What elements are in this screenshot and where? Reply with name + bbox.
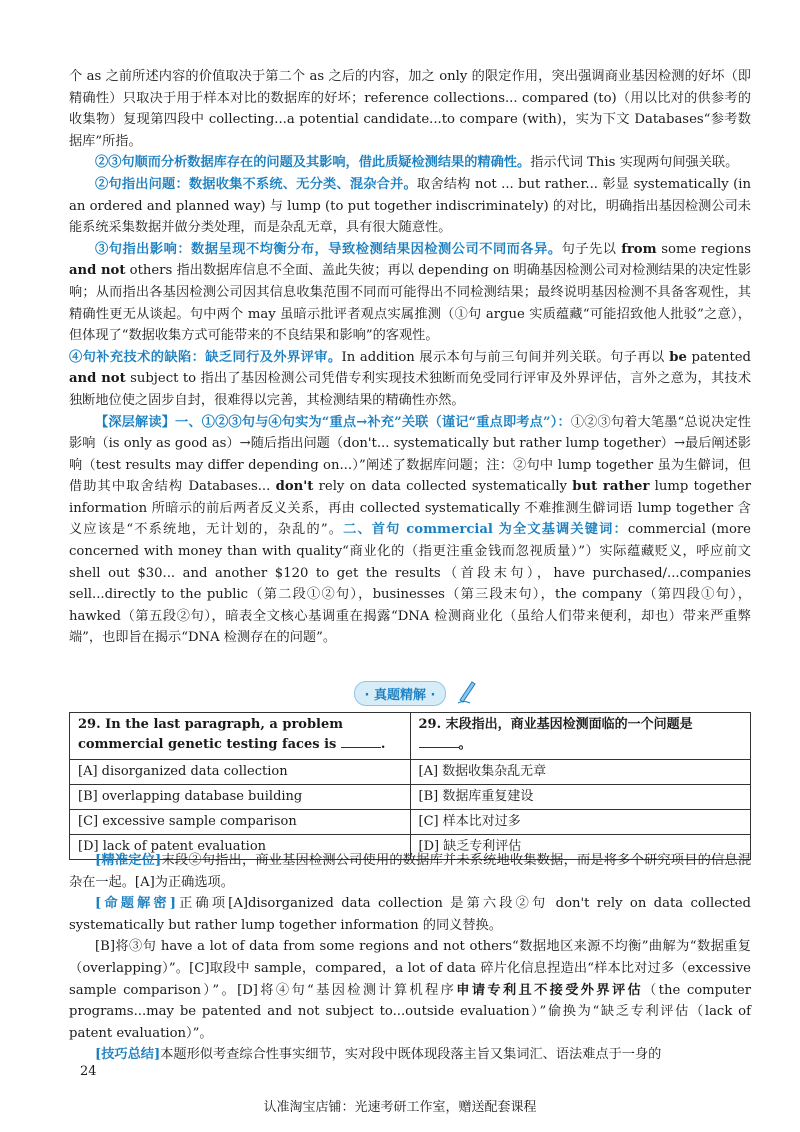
highlight-text: ④句补充技术的缺陷：缺乏同行及外界评审。	[69, 349, 342, 365]
text-run: [B]将③句 have a lot of data from some regions and not others“数据地区来源不均衡”曲解为“数据重复（overlapping）”。[C]取段中 sample，compared，a lot of data 碎片化信息捏造出“样本比对过多（excessive sample comparison）”。[D]将④句“基因检测计算机程序	[69, 939, 751, 998]
text-run: In addition 展示本句与前三句间并列关联。句子再以	[341, 349, 670, 365]
text-run: 句子先以	[561, 241, 622, 257]
paragraph	[69, 893, 751, 936]
highlight-text: [技巧总结]	[95, 1047, 161, 1063]
option-zh: [D] 缺乏专利评估	[410, 835, 751, 860]
option-en: [A] disorganized data collection	[70, 760, 411, 785]
option-row	[70, 785, 751, 810]
upper-text	[69, 66, 751, 649]
highlight-text: ③句指出影响：数据呈现不均衡分布，导致检测结果因检测公司不同而各异。	[95, 241, 562, 257]
option-en: [C] excessive sample comparison	[70, 810, 411, 835]
lower-text	[69, 850, 751, 1066]
text-run: 取舍结构 not ... but rather... 彰显 systematically (in an ordered and planned way) 与 lump (to put together indiscriminately) 的对比，明确指出基因检测公司未能系统采集数据并做分类处理，而是杂乱无章，具有很大随意性。	[69, 176, 751, 236]
text-run: （the computer programs...may be patented and not subject to...outside evaluation）”偷换为“缺乏专利评估（lack of patent evaluation）”。	[69, 982, 752, 1041]
banner-label: · 真题精解 ·	[354, 681, 447, 706]
text-run: 本题形似考查综合性事实细节，实对段中既体现段落主旨又集词汇、语法难点于一身的	[160, 1047, 662, 1063]
text-run: others 指出数据库信息不全面、盖此失彼；再以 depending on 明确基因检测公司对检测结果的决定性影响；从而指出各基因检测公司因其信息收集范围不同而可能得出不同检测结果；最终说明基因检测不具备客观性，其精确性更无从谈起。句中两个 may 虽暗示批评者观点实属推测（①句 argue 实质蕴藏“可能招致他人批驳”之意），但体现了“数据收集方式可能带来的不良结果和影响”的客观性。	[69, 263, 752, 344]
option-zh: [A] 数据收集杂乱无章	[410, 760, 751, 785]
highlight-text: [精准定位]	[95, 853, 162, 868]
paragraph	[69, 347, 751, 412]
text-run: patented	[686, 349, 751, 365]
paragraph	[69, 1044, 751, 1066]
option-zh: [B] 数据库重复建设	[410, 785, 751, 810]
text-run: don't	[275, 479, 314, 495]
text-run: and not	[69, 371, 126, 387]
paragraph	[69, 174, 751, 239]
text-run: be	[669, 349, 687, 365]
page-number: 24	[80, 1064, 97, 1079]
section-banner	[342, 680, 458, 706]
paragraph	[69, 412, 751, 650]
text-run: from	[621, 241, 657, 257]
text-run: but rather	[572, 479, 650, 495]
highlight-text: [命题解密]	[95, 896, 176, 912]
text-run: 申请专利且不接受外界评估	[456, 982, 644, 998]
text-run: subject to 指出了基因检测公司凭借专利实现技术独断而免受同行评审及外界评估，言外之意为，其技术独断地位使之固步自封，很难得以完善，其检测结果的精确性亦然。	[69, 371, 752, 408]
text-run: 指示代词 This 实现两句间强关联。	[530, 155, 739, 171]
option-row	[70, 760, 751, 785]
text-run: lump together information 所暗示的前后两者反义关系，再由 collected systematically 不难推测生僻词语 lump together 含义应该是“不系统地，无计划的，杂乱的”。	[69, 479, 751, 538]
highlight-text: ②③句顺而分析数据库存在的问题及其影响，借此质疑检测结果的精确性。	[95, 155, 531, 171]
highlight-text: ②句指出问题：数据收集不系统、无分类、混杂合并。	[95, 176, 417, 192]
text-run: 个 as 之前所述内容的价值取决于第二个 as 之后的内容，加之 only 的限定作用，突出强调商业基因检测的好坏（即精确性）只取决于用于样本对比的数据库的好坏；reference collections... compared (to)（用以比对的供参考的收集物）复现第四段中 collecting...a potential candidate...to compare (with)，实为下文 Databases“参考数据库”所指。	[69, 69, 751, 149]
paragraph	[69, 66, 751, 152]
paragraph	[69, 850, 751, 893]
text-run: 正确项[A]disorganized data collection 是第六段②句 don't rely on data collected systematically but rather lump together information 的同义替换。	[69, 896, 751, 933]
text-run: commercial (more concerned with money than with quality“商业化的（指更注重金钱而忽视质量）”）实际蕴藏贬义，呼应前文 shell out $30... and another $120 to get the results（首段末句），have purchased/...companies sell...directly to the public（第二段①②句），businesses（第三段末句），the company（第四段①句），hawked（第五段②句），暗表全文核心基调重在揭露“DNA 检测商业化（虽给人们带来便利，却也）带来严重弊端”，也即旨在揭示“DNA 检测存在的问题”。	[69, 522, 751, 646]
text-run: and not	[69, 263, 126, 279]
text-run: ①②③句着大笔墨“总说决定性影响（is only as good as）→随后指出问题（don't... systematically but rather lump together）→最后阐述影响（test results may differ depending on...）”阐述了数据库问题；注：②句中 lump together 虽为生僻词，但借助其中取舍结构 Databases...	[69, 414, 751, 495]
question-table	[69, 712, 751, 860]
text-run: rely on data collected systematically	[313, 479, 573, 495]
option-zh: [C] 样本比对过多	[410, 810, 751, 835]
option-en: [D] lack of patent evaluation	[70, 835, 411, 860]
paragraph	[69, 152, 751, 174]
option-en: [B] overlapping database building	[70, 785, 411, 810]
pen-icon	[456, 678, 478, 704]
question-stem-en: 29. In the last paragraph, a problem commercial genetic testing faces is .	[70, 713, 411, 760]
highlight-text: 二、首句 commercial 为全文基调关键词：	[343, 522, 628, 538]
text-run: 末段②句指出，商业基因检测公司使用的数据库并未系统地收集数据，而是将多个研究项目的信息混杂在一起。[A]为正确选项。	[69, 853, 752, 890]
option-row	[70, 810, 751, 835]
text-run: some regions	[656, 241, 752, 257]
paragraph	[69, 239, 751, 347]
footer-note: 认准淘宝店铺：光速考研工作室，赠送配套课程	[263, 1100, 537, 1115]
paragraph	[69, 936, 751, 1044]
highlight-text: 【深层解读】一、①②③句与④句实为“重点→补充”关联（谨记“重点即考点”）：	[95, 414, 571, 430]
question-stem-zh: 29. 末段指出，商业基因检测面临的一个问题是 。	[410, 713, 751, 760]
